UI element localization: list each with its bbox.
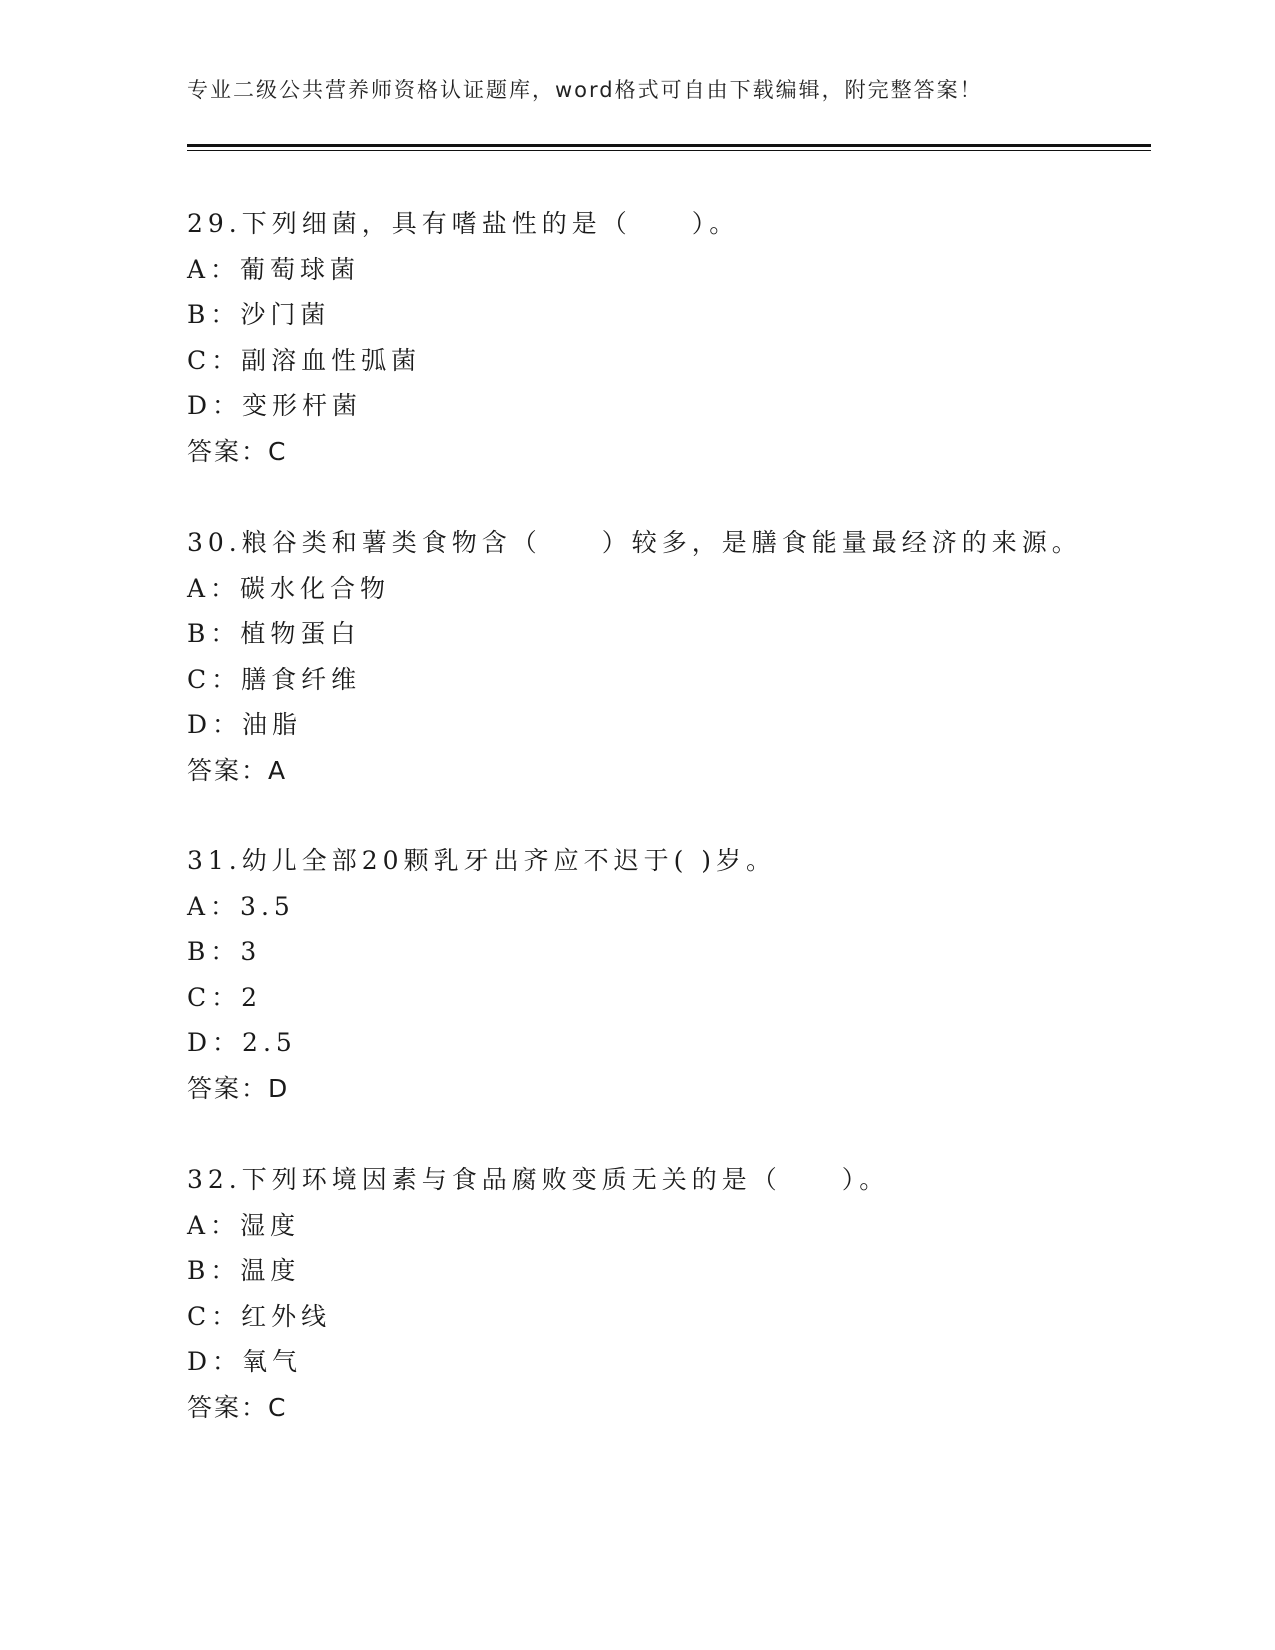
question-31 bbox=[187, 838, 776, 1111]
option-b: B：3 bbox=[187, 937, 262, 966]
option-c: C：膳食纤维 bbox=[187, 664, 362, 694]
answer: 答案：C bbox=[187, 1392, 288, 1422]
option-a: A：3.5 bbox=[187, 891, 295, 921]
option-c: C：2 bbox=[187, 982, 263, 1012]
option-c: C：副溶血性弧菌 bbox=[187, 345, 422, 375]
answer: 答案：C bbox=[187, 436, 288, 466]
option-a: A：湿度 bbox=[187, 1210, 301, 1240]
page-header: 专业二级公共营养师资格认证题库，word格式可自由下载编辑，附完整答案！ bbox=[187, 78, 983, 102]
option-b: B：沙门菌 bbox=[187, 300, 331, 329]
option-a: A：葡萄球菌 bbox=[187, 254, 361, 284]
header-divider-thin bbox=[187, 150, 1151, 151]
option-d: D：变形杆菌 bbox=[187, 391, 363, 420]
option-d: D：2.5 bbox=[187, 1028, 297, 1057]
question-stem: 29.下列细菌，具有嗜盐性的是（ ）。 bbox=[187, 209, 740, 238]
answer: 答案：D bbox=[187, 1073, 290, 1103]
option-d: D：氧气 bbox=[187, 1347, 303, 1376]
answer: 答案：A bbox=[187, 755, 288, 785]
question-stem: 31.幼儿全部20颗乳牙出齐应不迟于( )岁。 bbox=[187, 846, 777, 875]
option-a: A：碳水化合物 bbox=[187, 573, 391, 603]
question-29 bbox=[187, 201, 739, 474]
question-32 bbox=[187, 1157, 889, 1430]
option-b: B：温度 bbox=[187, 1256, 301, 1285]
question-stem: 32.下列环境因素与食品腐败变质无关的是（ ）。 bbox=[187, 1165, 890, 1194]
option-b: B：植物蛋白 bbox=[187, 619, 361, 648]
question-stem: 30.粮谷类和薯类食物含（ ）较多，是膳食能量最经济的来源。 bbox=[187, 528, 1082, 557]
question-30 bbox=[187, 520, 1082, 793]
header-divider-thick bbox=[187, 144, 1151, 147]
option-d: D：油脂 bbox=[187, 710, 303, 739]
option-c: C：红外线 bbox=[187, 1301, 332, 1331]
